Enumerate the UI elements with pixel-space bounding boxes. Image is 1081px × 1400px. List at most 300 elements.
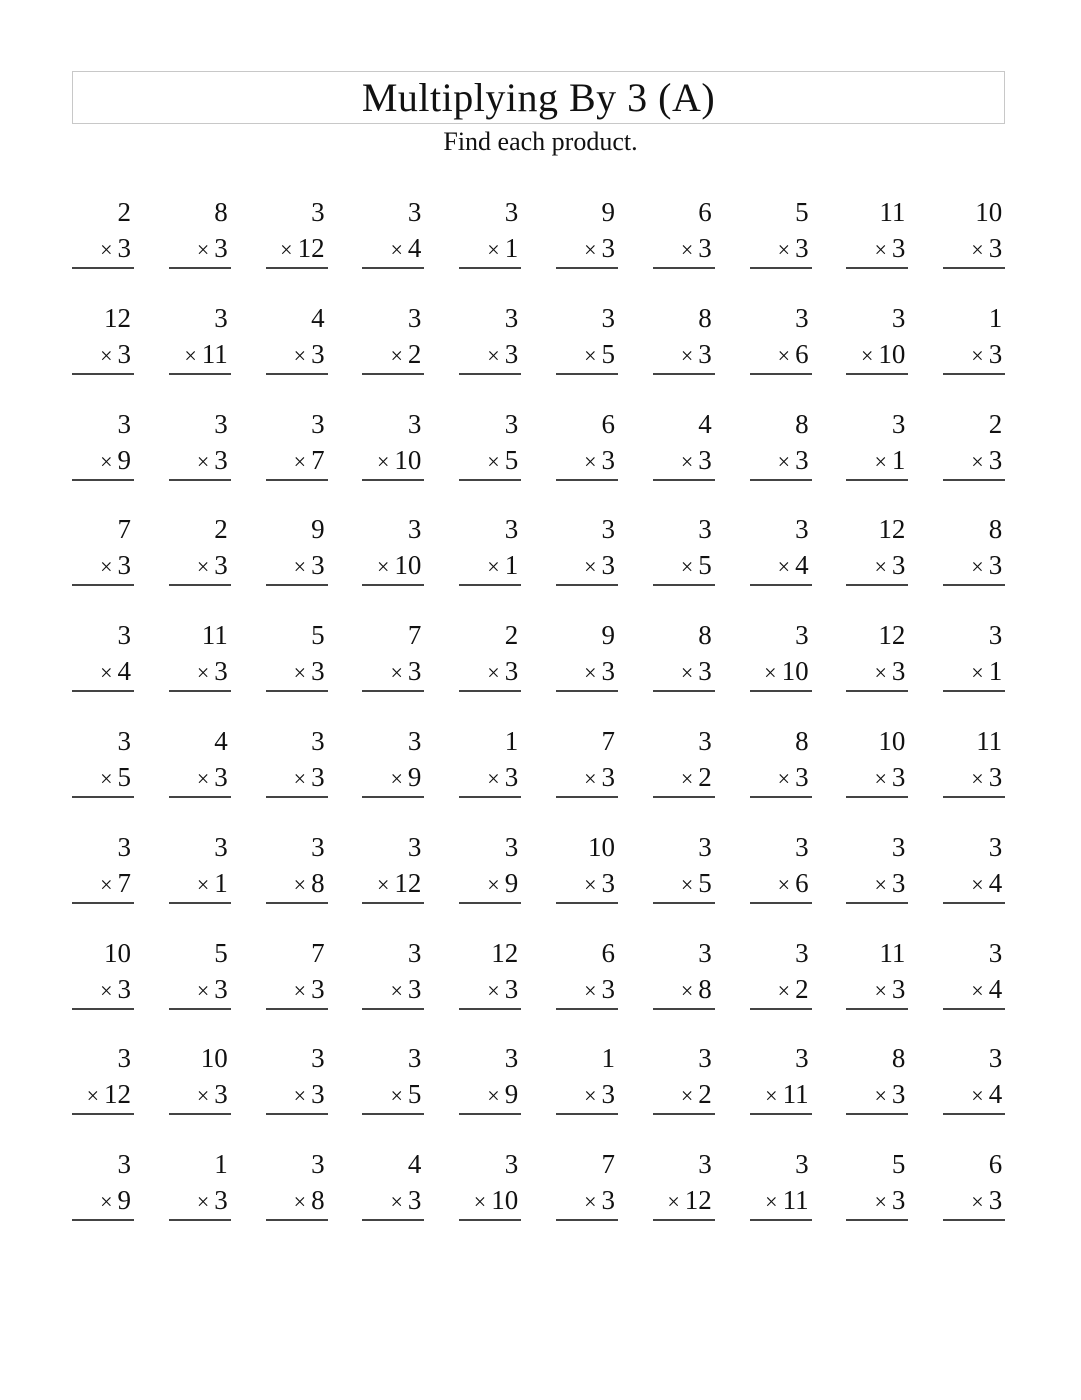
multiplier [169, 971, 231, 1007]
multiplier-value: 5 [698, 867, 712, 898]
multiplication-problem [943, 723, 1005, 795]
times-sign: × [680, 237, 694, 262]
multiplier [556, 759, 618, 795]
multiplier [459, 442, 521, 478]
multiplier [362, 865, 424, 901]
multiplier [846, 1076, 908, 1112]
instructions: Find each product. [443, 127, 638, 156]
multiplicand: 9 [601, 197, 615, 227]
multiplicand: 3 [795, 1043, 809, 1074]
multiplier-value: 3 [601, 1079, 615, 1110]
answer-line [653, 690, 715, 692]
multiplication-problem [169, 829, 231, 901]
multiplication-problem [362, 935, 424, 1007]
multiplier [556, 230, 618, 266]
multiplicand: 4 [214, 726, 228, 756]
multiplication-problem [846, 406, 908, 478]
multiplier-value: 5 [407, 1079, 422, 1110]
multiplier-value: 3 [698, 338, 712, 369]
multiplier-value: 8 [311, 867, 325, 898]
multiplication-problem [169, 194, 231, 266]
times-sign: × [196, 871, 210, 897]
times-sign: × [184, 342, 197, 368]
answer-line [459, 1219, 521, 1221]
answer-line [72, 1008, 134, 1010]
answer-line [750, 1113, 812, 1115]
multiplication-problem [653, 300, 715, 372]
times-sign: × [196, 1083, 210, 1109]
multiplicand: 5 [795, 197, 809, 227]
multiplicand: 3 [698, 831, 712, 862]
answer-line [943, 479, 1005, 481]
multiplier [943, 971, 1005, 1007]
multiplier [72, 442, 134, 478]
multiplicand: 3 [311, 408, 325, 439]
multiplication-problem [943, 935, 1005, 1007]
multiplicand: 9 [601, 620, 615, 651]
answer-line [266, 902, 328, 904]
multiplication-problem [943, 300, 1005, 372]
times-sign: × [487, 766, 500, 791]
multiplier [846, 865, 908, 901]
answer-line [556, 267, 618, 269]
answer-line [556, 1219, 618, 1221]
answer-line [846, 1219, 908, 1221]
times-sign: × [777, 554, 791, 580]
multiplication-problem [72, 1146, 134, 1218]
multiplier [846, 547, 908, 583]
multiplier-value: 3 [214, 1079, 228, 1110]
multiplicand: 5 [311, 620, 325, 651]
answer-line [943, 1219, 1005, 1221]
multiplication-problem [266, 300, 328, 372]
answer-line [943, 796, 1005, 798]
answer-line [943, 902, 1005, 904]
times-sign: × [584, 554, 597, 580]
multiplicand: 8 [795, 726, 809, 756]
multiplicand: 3 [504, 831, 519, 862]
answer-line [72, 902, 134, 904]
times-sign: × [293, 766, 307, 791]
answer-line [750, 479, 812, 481]
multiplication-problem [846, 935, 908, 1007]
multiplier-value: 9 [504, 867, 519, 898]
multiplier [169, 653, 231, 689]
multiplier-value: 1 [504, 233, 519, 263]
multiplier-value: 3 [988, 338, 1003, 369]
multiplier [266, 759, 328, 795]
multiplication-problem [266, 829, 328, 901]
multiplication-problem [846, 1040, 908, 1112]
multiplier [653, 653, 715, 689]
multiplicand: 12 [104, 302, 131, 333]
multiplication-problem [266, 935, 328, 1007]
multiplicand: 6 [698, 197, 712, 227]
times-sign: × [680, 448, 694, 474]
multiplier-value: 3 [988, 550, 1003, 581]
multiplication-problem [750, 723, 812, 795]
multiplier-value: 3 [214, 1185, 228, 1216]
answer-line [266, 690, 328, 692]
multiplicand: 3 [891, 408, 906, 439]
multiplicand: 3 [407, 408, 422, 439]
multiplier-value: 3 [891, 550, 906, 581]
times-sign: × [487, 977, 500, 1003]
times-sign: × [680, 871, 694, 897]
multiplier [362, 971, 424, 1007]
times-sign: × [667, 1189, 680, 1215]
multiplication-problem [846, 617, 908, 689]
multiplication-problem [556, 300, 618, 372]
multiplier [943, 1182, 1005, 1218]
multiplier-value: 12 [684, 1185, 712, 1216]
answer-line [459, 584, 521, 586]
multiplication-problem [943, 617, 1005, 689]
answer-line [459, 267, 521, 269]
multiplier [556, 865, 618, 901]
multiplier-value: 3 [988, 233, 1003, 263]
multiplicand: 3 [988, 1043, 1003, 1074]
multiplier-value: 12 [104, 1079, 131, 1110]
multiplicand: 10 [200, 1043, 228, 1074]
multiplier-value: 2 [698, 1079, 712, 1110]
multiplier-value: 3 [891, 867, 906, 898]
multiplier-value: 1 [504, 550, 519, 581]
multiplicand: 3 [214, 302, 228, 333]
multiplicand: 3 [311, 831, 325, 862]
multiplier-value: 9 [117, 1185, 131, 1216]
multiplication-problem [362, 829, 424, 901]
multiplicand: 3 [795, 514, 809, 545]
times-sign: × [390, 237, 403, 262]
multiplier-value: 11 [782, 1079, 809, 1110]
answer-line [556, 690, 618, 692]
multiplier [556, 442, 618, 478]
times-sign: × [293, 977, 307, 1003]
times-sign: × [100, 342, 113, 368]
multiplier [750, 971, 812, 1007]
answer-line [943, 1008, 1005, 1010]
multiplier-value: 10 [781, 656, 809, 687]
answer-line [266, 1008, 328, 1010]
multiplier [266, 336, 328, 372]
answer-line [750, 902, 812, 904]
times-sign: × [487, 237, 500, 262]
times-sign: × [473, 1189, 487, 1215]
answer-line [266, 1219, 328, 1221]
answer-line [653, 373, 715, 375]
answer-line [459, 373, 521, 375]
multiplication-problem [459, 1040, 521, 1112]
multiplier-value: 3 [407, 1185, 422, 1216]
answer-line [266, 373, 328, 375]
multiplicand: 9 [311, 514, 325, 545]
multiplication-problem [653, 511, 715, 583]
multiplier [72, 230, 134, 266]
multiplier-value: 3 [891, 656, 906, 687]
multiplicand: 3 [117, 620, 131, 651]
multiplication-problem [846, 511, 908, 583]
multiplier [72, 759, 134, 795]
answer-line [459, 690, 521, 692]
multiplication-problem [362, 511, 424, 583]
multiplier-value: 3 [214, 656, 228, 687]
multiplicand: 3 [214, 408, 228, 439]
times-sign: × [874, 448, 887, 474]
multiplicand: 4 [698, 408, 712, 439]
multiplier-value: 3 [795, 444, 809, 475]
multiplication-problem [943, 194, 1005, 266]
answer-line [169, 690, 231, 692]
multiplicand: 8 [891, 1043, 906, 1074]
times-sign: × [293, 1189, 307, 1215]
multiplier [459, 336, 521, 372]
answer-line [362, 796, 424, 798]
multiplier-value: 3 [407, 656, 422, 687]
answer-line [556, 1113, 618, 1115]
answer-line [556, 1008, 618, 1010]
times-sign: × [100, 660, 113, 686]
answer-line [362, 479, 424, 481]
multiplier [750, 1076, 812, 1112]
multiplication-problem [459, 829, 521, 901]
times-sign: × [680, 554, 694, 580]
multiplicand: 3 [601, 514, 615, 545]
multiplicand: 8 [698, 302, 712, 333]
answer-line [846, 902, 908, 904]
times-sign: × [584, 977, 597, 1003]
multiplication-problem [846, 300, 908, 372]
multiplication-problem [266, 511, 328, 583]
multiplier [266, 442, 328, 478]
answer-line [943, 690, 1005, 692]
multiplicand: 3 [988, 620, 1003, 651]
answer-line [556, 584, 618, 586]
answer-line [943, 267, 1005, 269]
multiplier-value: 3 [601, 762, 615, 792]
multiplicand: 11 [201, 620, 228, 651]
multiplication-problem [556, 723, 618, 795]
answer-line [169, 1219, 231, 1221]
multiplier [169, 547, 231, 583]
times-sign: × [584, 1189, 597, 1215]
multiplier-value: 3 [214, 973, 228, 1004]
multiplicand: 7 [311, 937, 325, 968]
times-sign: × [196, 554, 210, 580]
times-sign: × [971, 1189, 984, 1215]
multiplication-problem [169, 1146, 231, 1218]
answer-line [459, 796, 521, 798]
times-sign: × [680, 660, 694, 686]
multiplication-problem [653, 617, 715, 689]
answer-line [72, 1219, 134, 1221]
multiplier-value: 3 [117, 973, 131, 1004]
times-sign: × [196, 1189, 210, 1215]
answer-line [169, 584, 231, 586]
multiplier [459, 971, 521, 1007]
multiplier [266, 1076, 328, 1112]
times-sign: × [584, 342, 597, 368]
multiplication-problem [556, 511, 618, 583]
multiplication-problem [72, 829, 134, 901]
multiplier [266, 1182, 328, 1218]
multiplicand: 10 [104, 937, 131, 968]
multiplication-problem [169, 300, 231, 372]
multiplier-value: 1 [891, 444, 906, 475]
multiplicand: 11 [879, 937, 906, 968]
multiplicand: 12 [878, 620, 906, 651]
answer-line [653, 267, 715, 269]
multiplication-problem [266, 1040, 328, 1112]
multiplicand: 8 [698, 620, 712, 651]
multiplication-problem [846, 829, 908, 901]
multiplier [653, 865, 715, 901]
multiplier-value: 3 [504, 338, 519, 369]
multiplicand: 3 [504, 408, 519, 439]
multiplier-value: 5 [601, 338, 615, 369]
multiplication-problem [362, 723, 424, 795]
times-sign: × [100, 1189, 113, 1215]
answer-line [846, 690, 908, 692]
times-sign: × [293, 660, 307, 686]
times-sign: × [971, 342, 984, 368]
multiplication-problem [266, 617, 328, 689]
answer-line [846, 373, 908, 375]
multiplication-problem [459, 935, 521, 1007]
multiplicand: 3 [988, 937, 1003, 968]
answer-line [653, 796, 715, 798]
answer-line [169, 373, 231, 375]
multiplier [169, 336, 231, 372]
multiplication-problem [266, 723, 328, 795]
multiplier [943, 653, 1005, 689]
multiplication-problem [459, 194, 521, 266]
answer-line [72, 584, 134, 586]
multiplicand: 7 [407, 620, 422, 651]
multiplier [362, 1076, 424, 1112]
multiplier [846, 230, 908, 266]
multiplication-problem [556, 935, 618, 1007]
multiplier-value: 5 [698, 550, 712, 581]
multiplication-problem [72, 194, 134, 266]
multiplier-value: 3 [698, 233, 712, 263]
multiplication-problem [556, 1040, 618, 1112]
times-sign: × [487, 660, 500, 686]
answer-line [556, 479, 618, 481]
answer-line [653, 584, 715, 586]
multiplicand: 1 [988, 302, 1003, 333]
multiplier [72, 547, 134, 583]
multiplier [846, 442, 908, 478]
multiplier [362, 1182, 424, 1218]
multiplication-problem [459, 1146, 521, 1218]
multiplier [362, 442, 424, 478]
multiplicand: 11 [879, 197, 906, 227]
multiplicand: 3 [504, 1043, 519, 1074]
multiplication-problem [653, 723, 715, 795]
multiplication-problem [556, 829, 618, 901]
multiplication-problem [72, 406, 134, 478]
multiplier-value: 10 [394, 444, 422, 475]
multiplicand: 3 [504, 197, 519, 227]
answer-line [362, 373, 424, 375]
multiplication-problem [169, 511, 231, 583]
multiplicand: 3 [407, 197, 422, 227]
times-sign: × [777, 766, 791, 791]
multiplier-value: 3 [795, 762, 809, 792]
multiplication-problem [653, 1040, 715, 1112]
answer-line [72, 690, 134, 692]
answer-line [169, 1113, 231, 1115]
answer-line [459, 479, 521, 481]
multiplicand: 10 [975, 197, 1003, 227]
multiplier [943, 230, 1005, 266]
multiplier-value: 3 [601, 656, 615, 687]
times-sign: × [584, 660, 597, 686]
times-sign: × [293, 1083, 307, 1109]
answer-line [169, 1008, 231, 1010]
multiplication-problem [653, 829, 715, 901]
multiplier [653, 230, 715, 266]
multiplication-problem [750, 1146, 812, 1218]
multiplier-value: 12 [394, 867, 422, 898]
multiplicand: 8 [988, 514, 1003, 545]
multiplicand: 3 [795, 302, 809, 333]
multiplicand: 3 [117, 1043, 131, 1074]
multiplier [169, 230, 231, 266]
times-sign: × [874, 237, 887, 262]
times-sign: × [584, 766, 597, 791]
answer-line [266, 479, 328, 481]
multiplier-value: 9 [504, 1079, 519, 1110]
multiplication-problem [653, 1146, 715, 1218]
multiplier [459, 230, 521, 266]
multiplier-value: 4 [795, 550, 809, 581]
multiplier [556, 653, 618, 689]
multiplicand: 3 [117, 831, 131, 862]
multiplier-value: 3 [601, 444, 615, 475]
multiplication-problem [750, 194, 812, 266]
multiplier [750, 865, 812, 901]
multiplier [362, 653, 424, 689]
times-sign: × [680, 977, 694, 1003]
multiplication-problem [266, 1146, 328, 1218]
times-sign: × [196, 660, 210, 686]
multiplication-problem [459, 511, 521, 583]
multiplier [846, 336, 908, 372]
multiplier [266, 971, 328, 1007]
multiplier-value: 10 [878, 338, 906, 369]
multiplier [266, 653, 328, 689]
multiplier [846, 759, 908, 795]
times-sign: × [874, 660, 887, 686]
times-sign: × [874, 977, 887, 1003]
multiplier-value: 3 [698, 444, 712, 475]
multiplier [169, 442, 231, 478]
answer-line [750, 267, 812, 269]
answer-line [653, 1008, 715, 1010]
times-sign: × [293, 342, 307, 368]
multiplier-value: 3 [117, 338, 131, 369]
times-sign: × [971, 871, 984, 897]
multiplier-value: 3 [891, 233, 906, 263]
times-sign: × [777, 237, 791, 262]
times-sign: × [487, 1083, 500, 1109]
multiplication-problem [266, 194, 328, 266]
multiplicand: 6 [601, 408, 615, 439]
multiplication-problem [72, 1040, 134, 1112]
multiplier [459, 1076, 521, 1112]
